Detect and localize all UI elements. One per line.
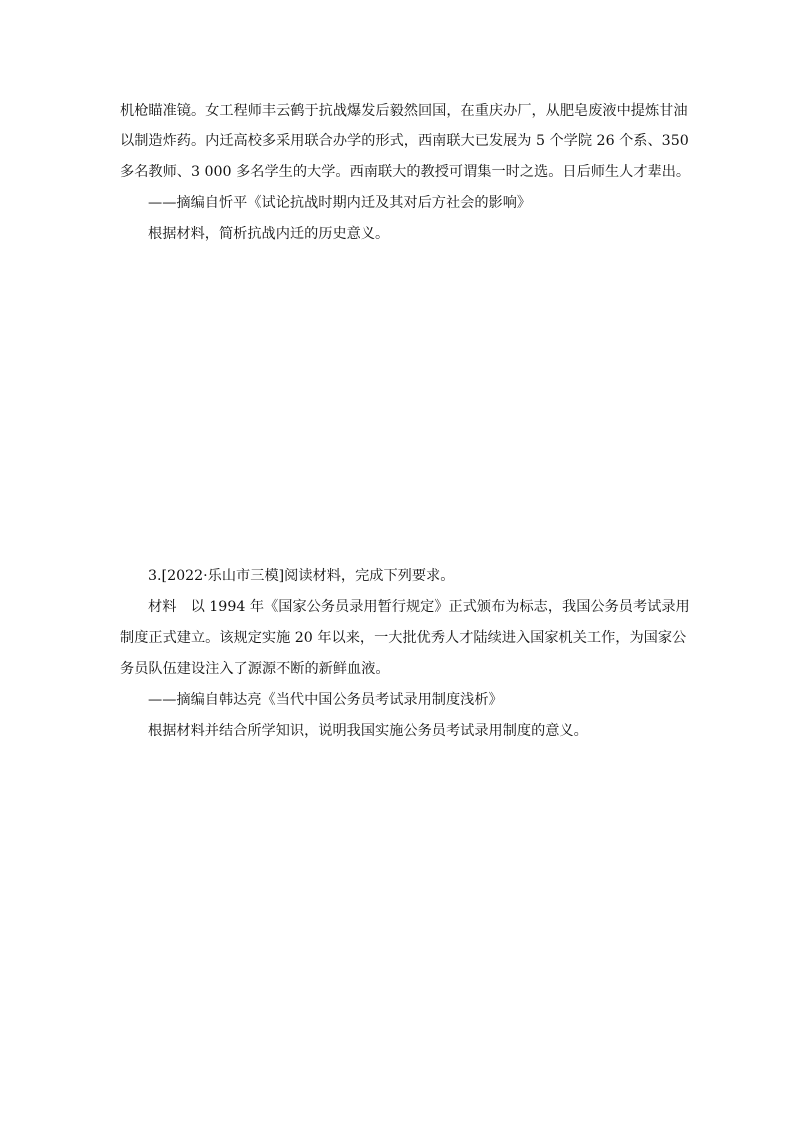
material-line-1: 机枪瞄准镜。女工程师丰云鹤于抗战爆发后毅然回国，在重庆办厂，从肥皂废液中提炼甘油 [120,103,688,119]
material-source: ——摘编自忻平《试论抗战时期内迁及其对后方社会的影响》 [148,195,532,211]
question-3-material-line-3: 务员队伍建设注入了源源不断的新鲜血液。 [120,661,390,677]
question-3-material-line-1: 材料 以 1994 年《国家公务员录用暂行规定》正式颁布为标志，我国公务员考试录用 [148,599,690,615]
question-3-material-line-2: 制度正式建立。该规定实施 20 年以来，一大批优秀人才陆续进入国家机关工作，为国家公 [120,630,687,646]
question-3-header: 3.[2022·乐山市三模]阅读材料，完成下列要求。 [148,568,455,584]
question-3-source: ——摘编自韩达亮《当代中国公务员考试录用制度浅析》 [148,692,503,708]
material-line-3: 多名教师、3 000 多名学生的大学。西南联大的教授可谓集一时之选。日后师生人才辈出。 [120,164,691,180]
material-line-2: 以制造炸药。内迁高校多采用联合办学的形式，西南联大已发展为 5 个学院 26 个系、350 [120,133,689,149]
question-prompt: 根据材料，简析抗战内迁的历史意义。 [148,226,390,242]
question-3-prompt: 根据材料并结合所学知识，说明我国实施公务员考试录用制度的意义。 [148,723,588,739]
